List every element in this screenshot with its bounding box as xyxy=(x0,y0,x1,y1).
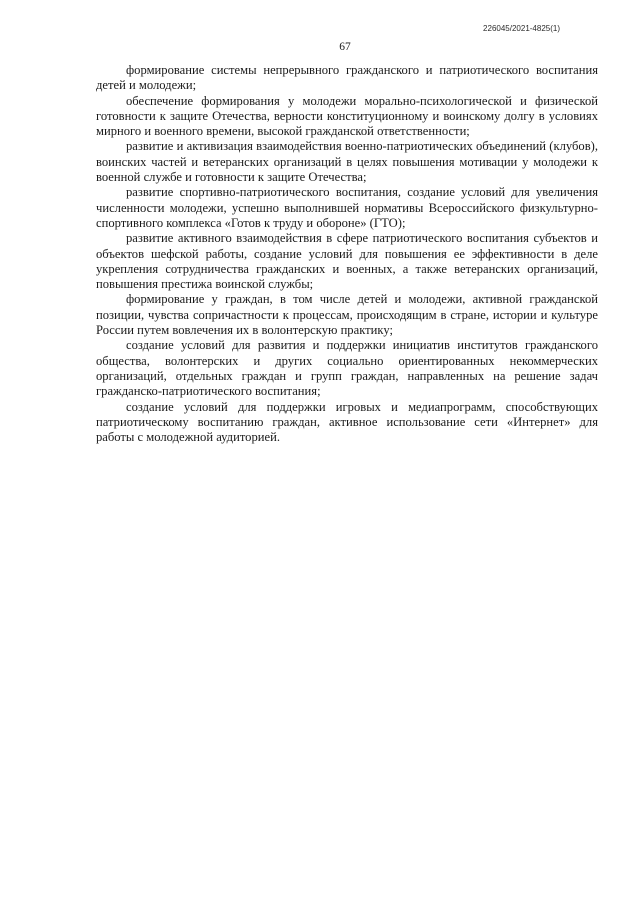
paragraph: формирование системы непрерывного гражданского и патриотического воспитания детей и молодежи; xyxy=(96,63,598,93)
paragraph: обеспечение формирования у молодежи морально-психологической и физической готовности к защите Отечества, верности конституционному и воинскому долгу в условиях мирного и военного времени, высокой гражданской ответственности; xyxy=(96,93,598,139)
document-id: 226045/2021-4825(1) xyxy=(483,24,560,33)
paragraph: создание условий для поддержки игровых и медиапрограмм, способствующих патриотическому воспитанию граждан, активное использование сети «Интернет» для работы с молодежной аудиторией. xyxy=(96,399,598,445)
page-number: 67 xyxy=(339,41,351,53)
paragraph: развитие спортивно-патриотического воспитания, создание условий для увеличения численности молодежи, успешно выполнившей нормативы Всероссийского физкультурно-спортивного комплекса «Готов к труду и обороне» (ГТО); xyxy=(96,185,598,230)
paragraph: развитие и активизация взаимодействия военно-патриотических объединений (клубов), воинских частей и ветеранских организаций в целях повышения мотивации у молодежи к военной службе и готовности к защите Отечества; xyxy=(96,139,598,185)
paragraph: развитие активного взаимодействия в сфере патриотического воспитания субъектов и объектов шефской работы, создание условий для повышения ее эффективности в деле укрепления сотрудничества гражданских и военных, а также ветеранских организаций, повышения престижа воинской службы; xyxy=(96,231,598,292)
paragraph: создание условий для развития и поддержки инициатив институтов гражданского общества, волонтерских и других социально ориентированных некоммерческих организаций, отдельных граждан и групп граждан, направленных на решение задач гражданско-патриотического воспитания; xyxy=(96,338,598,399)
body-text xyxy=(96,63,598,445)
paragraph: формирование у граждан, в том числе детей и молодежи, активной гражданской позиции, чувства сопричастности к процессам, происходящим в стране, истории и культуре России путем вовлечения их в волонтерскую практику; xyxy=(96,292,598,338)
